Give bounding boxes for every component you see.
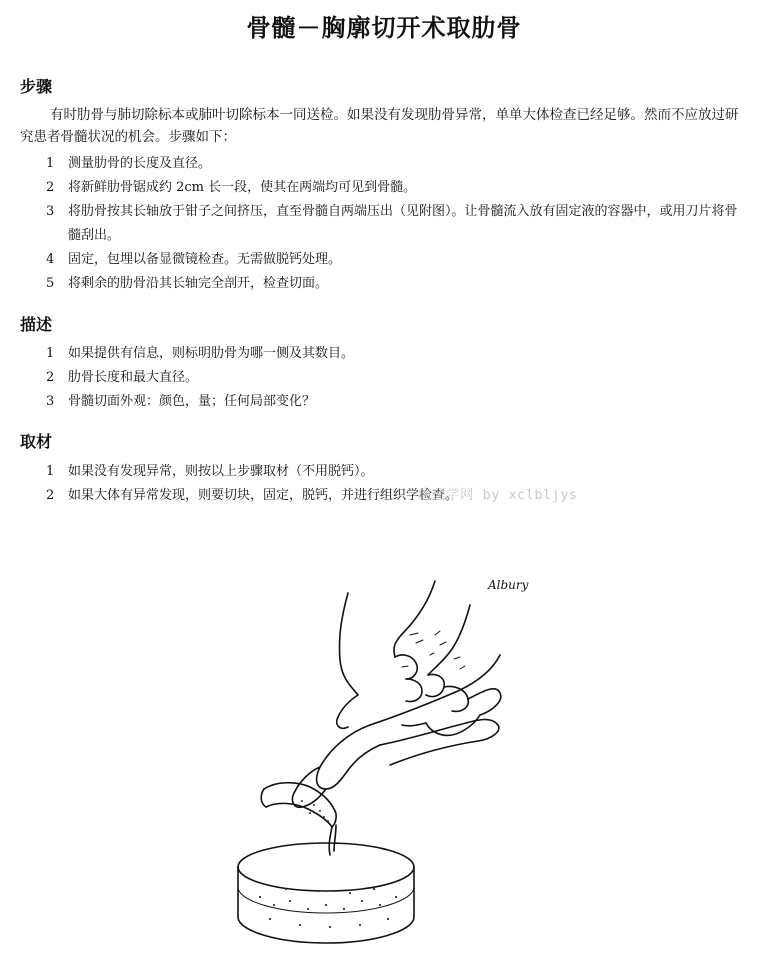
- item-text: 骨髓切面外观：颜色，量；任何局部变化？: [68, 394, 316, 409]
- page-title: 骨髓－胸廓切开术取肋骨: [246, 14, 522, 42]
- section-heading-steps: 步骤: [20, 77, 53, 96]
- list-item: [0, 248, 740, 272]
- item-number: 1: [46, 156, 55, 171]
- item-number: 4: [46, 252, 55, 267]
- steps-list: [0, 152, 740, 296]
- item-number: 2: [46, 180, 55, 195]
- list-item: [0, 484, 740, 508]
- watermark-text: 病理学网 by xclbljys: [418, 487, 578, 503]
- item-number: 2: [46, 370, 55, 385]
- section-heading-description: 描述: [20, 315, 53, 334]
- list-item: [0, 390, 740, 414]
- right-arm-upper: [394, 581, 435, 657]
- list-item: [0, 366, 740, 390]
- item-number: 3: [46, 204, 55, 219]
- item-text: 将肋骨按其长轴放于钳子之间挤压，直至骨髓自两端压出（见附图）。让骨髓流入放有固定液的容器中，或用刀片将骨髓刮出。: [68, 204, 738, 243]
- item-number: 1: [46, 464, 55, 479]
- specimen-dish-rim: [238, 843, 414, 891]
- list-item: [0, 176, 740, 200]
- item-text: 如果没有发现异常，则按以上步骤取材（不用脱钙）。: [68, 464, 374, 479]
- item-number: 3: [46, 394, 55, 409]
- item-number: 2: [46, 488, 55, 503]
- list-item: [0, 272, 740, 296]
- item-number: 5: [46, 276, 55, 291]
- left-arm-outline: [339, 593, 358, 695]
- pliers-lower-handle: [380, 720, 499, 766]
- pliers-jaw: [317, 725, 380, 789]
- item-text: 将新鲜肋骨锯成约 2cm 长一段，使其在两端均可见到骨髓。: [68, 180, 417, 195]
- section-heading-sampling: 取材: [20, 432, 53, 451]
- item-text: 将剩余的肋骨沿其长轴完全剖开，检查切面。: [68, 276, 329, 291]
- right-arm-lower: [428, 605, 470, 675]
- rib-pliers-illustration: [230, 575, 540, 950]
- item-number: 1: [46, 346, 55, 361]
- marrow-drip: [329, 827, 332, 855]
- item-text: 如果大体有异常发现，则要切块，固定，脱钙，并进行组织学检查。: [68, 488, 459, 503]
- description-list: [0, 342, 740, 414]
- steps-intro-text: 有时肋骨与肺切除标本或肺叶切除标本一同送检。如果没有发现肋骨异常，单单大体检查已经足够。然而不应放过研究患者骨髓状况的机会。步骤如下：: [20, 107, 739, 145]
- item-text: 如果提供有信息，则标明肋骨为哪一侧及其数目。: [68, 346, 355, 361]
- list-item: [0, 200, 740, 248]
- sampling-list: [0, 460, 740, 508]
- steps-intro-paragraph: [20, 104, 750, 148]
- item-text: 肋骨长度和最大直径。: [68, 370, 199, 385]
- list-item: [0, 342, 740, 366]
- illustrator-signature: Albury: [488, 578, 529, 592]
- item-text: 固定，包埋以备显微镜检查。无需做脱钙处理。: [68, 252, 342, 267]
- list-item: [0, 460, 740, 484]
- list-item: [0, 152, 740, 176]
- item-text: 测量肋骨的长度及直径。: [68, 156, 212, 171]
- left-hand-outline: [337, 695, 358, 728]
